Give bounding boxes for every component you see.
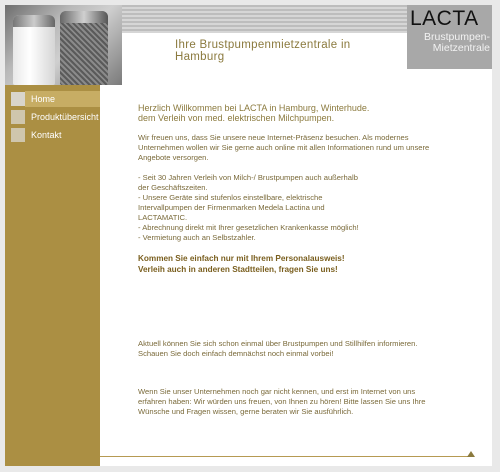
nav-item-label[interactable]: Kontakt [31,130,62,140]
page [5,5,492,466]
features-list [138,173,464,243]
header [5,5,492,91]
nav-item-label[interactable]: Home [25,91,100,107]
highlight-line1: Kommen Sie einfach nur mit Ihrem Personalausweis! [138,254,345,263]
closing-line3: Wünsche und Fragen wissen, gerne beraten wir Sie ausführlich. [138,407,354,416]
intro-paragraph [138,133,464,163]
info-line1: Aktuell können Sie sich schon einmal über Brustpumpen und Stillhilfen informieren. [138,339,418,348]
nav-item-label[interactable]: Produktübersicht [31,112,99,122]
nav-square-icon [11,110,25,124]
highlight-text [138,253,464,275]
scroll-up-triangle-icon[interactable] [467,451,475,457]
main-nav [11,91,100,145]
intro-line1: Wir freuen uns, dass Sie unsere neue Internet-Präsenz besuchen. Als modernes [138,133,409,142]
salt-shaker-image [13,15,55,85]
info-line2: Schauen Sie doch einfach demnächst noch einmal vorbei! [138,349,334,358]
logo-subtitle-line1: Brustpumpen- [424,31,490,43]
page-tagline: Ihre Brustpumpenmietzentrale in Hamburg [175,39,351,63]
info-paragraph [138,339,464,359]
header-photo-salt-pepper-shakers [5,5,122,85]
highlight-line2: Verleih auch in anderen Stadtteilen, fragen Sie uns! [138,265,338,274]
welcome-heading [138,103,464,123]
nav-square-icon [11,128,25,142]
closing-line1: Wenn Sie unser Unternehmen noch gar nicht kennen, und erst im Internet von uns [138,387,416,396]
pepper-shaker-image [60,11,108,85]
site-logo[interactable]: LACTA [410,7,479,30]
nav-item-produktuebersicht[interactable] [11,109,100,125]
logo-subtitle [410,32,490,54]
nav-item-kontakt[interactable] [11,127,100,143]
list-item: - Abrechnung direkt mit Ihrer gesetzlichen Krankenkasse möglich! [138,223,359,232]
intro-line3: Angebote versorgen. [138,153,209,162]
closing-line2: erfahren haben: Wir würden uns freuen, von Ihnen zu hören! Bitte lassen Sie uns Ihre [138,397,426,406]
nav-item-home[interactable] [11,91,100,107]
main-content [138,103,464,427]
welcome-line1: Herzlich Willkommen bei LACTA in Hamburg, Winterhude. [138,103,370,113]
nav-square-icon [11,92,25,106]
list-item: Intervallpumpen der Firmenmarken Medela Lactina und [138,203,325,212]
footer-divider [100,456,470,457]
logo-subtitle-line2: Mietzentrale [432,42,490,54]
list-item: - Vermietung auch an Selbstzahler. [138,233,256,242]
list-item: - Unsere Geräte sind stufenlos einstellbare, elektrische [138,193,323,202]
list-item: der Geschäftszeiten. [138,183,208,192]
list-item: - Seit 30 Jahren Verleih von Milch-/ Brustpumpen auch außerhalb [138,173,358,182]
closing-paragraph [138,387,464,417]
list-item: LACTAMATIC. [138,213,188,222]
intro-line2: Unternehmen wollen wir Sie gerne auch online mit allen Informationen rund um unsere [138,143,430,152]
sidebar [5,85,100,466]
welcome-line2: dem Verleih von med. elektrischen Milchpumpen. [138,113,335,123]
